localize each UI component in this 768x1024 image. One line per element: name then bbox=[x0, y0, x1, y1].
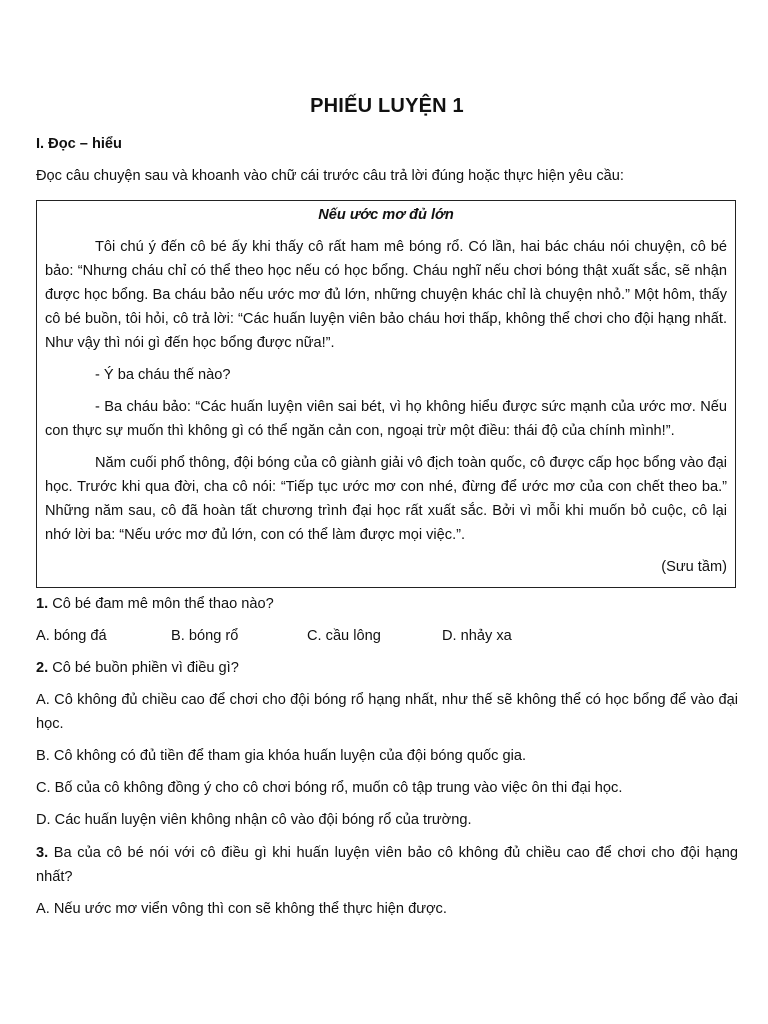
story-paragraph: - Ba cháu bảo: “Các huấn luyện viên sai bét, vì họ không hiểu được sức mạnh của ước mơ. Nếu con thực sự muốn thì không gì có thể ngăn cản con, ngoại trừ một điều: thái độ của chính mình!”. bbox=[45, 399, 727, 439]
question-number: 3. bbox=[36, 845, 49, 861]
question-1-options bbox=[36, 624, 738, 648]
answer-option-b[interactable]: B. bóng rổ bbox=[171, 628, 239, 644]
page-title: PHIẾU LUYỆN 1 bbox=[310, 95, 464, 117]
question-3 bbox=[36, 841, 738, 889]
answer-option-a[interactable]: A. Nếu ước mơ viển vông thì con sẽ không thể thực hiện được. bbox=[36, 901, 447, 917]
question-1 bbox=[36, 592, 738, 616]
question-number: 2. bbox=[36, 660, 49, 676]
answer-option-d[interactable]: D. Các huấn luyện viên không nhận cô vào đội bóng rổ của trường. bbox=[36, 812, 472, 828]
section-heading: I. Đọc – hiểu bbox=[36, 136, 122, 152]
answer-option-a[interactable]: A. bóng đá bbox=[36, 628, 107, 644]
answer-option-c[interactable]: C. Bố của cô không đồng ý cho cô chơi bóng rổ, muốn cô tập trung vào việc ôn thi đại học. bbox=[36, 780, 623, 796]
question-number: 1. bbox=[36, 596, 49, 612]
question-text: Ba của cô bé nói với cô điều gì khi huấn luyện viên bảo cô không đủ chiều cao để chơi cho đội hạng nhất? bbox=[36, 845, 738, 885]
story-paragraph: Tôi chú ý đến cô bé ấy khi thấy cô rất ham mê bóng rổ. Có lần, hai bác cháu nói chuyện, cô bé bảo: “Nhưng cháu chỉ có thể theo học nếu có học bổng. Cháu nghĩ nếu chơi bóng thật xuất sắc, sẽ nhận được học bổng. Ba cháu bảo nếu ước mơ đủ lớn, những chuyện khác chỉ là chuyện nhỏ.” Một hôm, thấy cô bé buồn, tôi hỏi, cô trả lời: “Các huấn luyện viên bảo cháu hơi thấp, không thể chơi cho đội hạng nhất. Như vậy thì nói gì đến học bổng được nữa!”. bbox=[45, 239, 727, 351]
question-text: Cô bé buồn phiền vì điều gì? bbox=[48, 660, 239, 676]
story-source: (Sưu tầm) bbox=[661, 559, 727, 575]
answer-option-d[interactable]: D. nhảy xa bbox=[442, 628, 512, 644]
story-box bbox=[36, 200, 736, 588]
story-paragraph: - Ý ba cháu thế nào? bbox=[95, 367, 231, 383]
story-title: Nếu ước mơ đủ lớn bbox=[318, 207, 454, 223]
instruction-text: Đọc câu chuyện sau và khoanh vào chữ cái trước câu trả lời đúng hoặc thực hiện yêu cầu: bbox=[36, 168, 624, 184]
story-paragraph: Năm cuối phổ thông, đội bóng của cô giành giải vô địch toàn quốc, cô được cấp học bổng vào đại học. Trước khi qua đời, cha cô nói: “Tiếp tục ước mơ con nhé, đừng để ước mơ của con chết theo ba.” Những năm sau, cô đã hoàn tất chương trình đại học rất xuất sắc. Bởi vì mỗi khi muốn bỏ cuộc, cô lại nhớ lời ba: “Nếu ước mơ đủ lớn, con có thể làm được mọi việc.”. bbox=[45, 455, 727, 543]
question-2 bbox=[36, 656, 738, 680]
answer-option-c[interactable]: C. cầu lông bbox=[307, 628, 381, 644]
question-text: Cô bé đam mê môn thể thao nào? bbox=[48, 596, 274, 612]
answer-option-b[interactable]: B. Cô không có đủ tiền để tham gia khóa huấn luyện của đội bóng quốc gia. bbox=[36, 748, 527, 764]
answer-option-a[interactable]: A. Cô không đủ chiều cao để chơi cho đội bóng rổ hạng nhất, như thế sẽ không thể có học bổng để vào đại học. bbox=[36, 692, 738, 732]
